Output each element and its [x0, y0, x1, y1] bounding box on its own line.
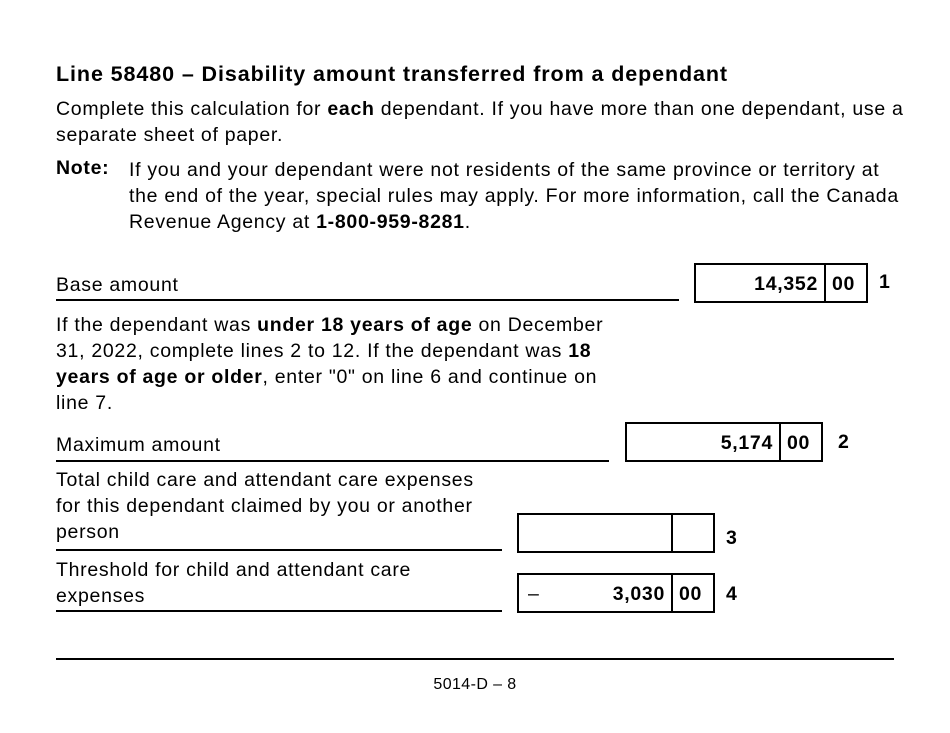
line-4-cents: 00 — [679, 583, 703, 605]
line-1-dollars: 14,352 — [754, 273, 818, 295]
instr-text-a: If the dependant was — [56, 314, 258, 336]
footer-rule — [56, 658, 894, 660]
line-2-label: Maximum amount — [56, 434, 221, 456]
section-heading: Line 58480 – Disability amount transferred from a dependant — [56, 62, 728, 86]
line-3-dollars-cell — [519, 515, 673, 551]
note-end: . — [464, 211, 471, 233]
line-3-label: Total child care and attendant care expenses for this dependant claimed by you or another person — [56, 469, 474, 543]
note-label: Note: — [56, 157, 110, 179]
line-2-number: 2 — [838, 431, 849, 453]
line-1-label: Base amount — [56, 274, 179, 296]
note-text — [129, 157, 899, 235]
line-4-rule — [56, 610, 502, 612]
instr-bold-d: 18 years of age or older — [56, 340, 592, 388]
page-footer: 5014-D – 8 — [433, 676, 517, 693]
intro-text-2: dependant. If you have more than one dependant, use a separate sheet of paper. — [56, 98, 904, 146]
line-2-rule — [56, 460, 609, 462]
note-body: If you and your dependant were not residents of the same province or territory at the end of the year, special rules may apply. For more information, call the Canada Revenue Agency at — [129, 159, 899, 233]
line-4-label: Threshold for child and attendant care expenses — [56, 559, 412, 607]
intro-paragraph — [56, 96, 906, 148]
note-phone: 1-800-959-8281 — [316, 211, 465, 233]
age-instructions — [56, 312, 616, 416]
line-4-amount-box[interactable] — [517, 573, 715, 613]
line-3-amount-box[interactable] — [517, 513, 715, 553]
line-1-amount-box[interactable] — [694, 263, 868, 303]
instr-text-c: on December 31, 2022, complete lines 2 to 12. If the dependant was — [56, 314, 604, 362]
line-3-rule — [56, 549, 502, 551]
line-4-number: 4 — [726, 583, 737, 605]
instr-bold-b: under 18 years of age — [257, 314, 473, 336]
line-2-dollars: 5,174 — [720, 432, 773, 454]
line-1-number: 1 — [879, 271, 890, 293]
line-4-dollars: 3,030 — [612, 583, 665, 605]
intro-emphasis: each — [327, 98, 375, 120]
intro-text-1: Complete this calculation for — [56, 98, 328, 120]
instr-text-e: , enter "0" on line 6 and continue on line 7. — [56, 366, 598, 414]
line-1-rule — [56, 299, 679, 301]
line-4-minus-sign: – — [528, 583, 540, 605]
line-3-number: 3 — [726, 527, 737, 549]
line-1-cents: 00 — [832, 273, 856, 295]
line-2-amount-box[interactable] — [625, 422, 823, 462]
line-2-cents: 00 — [787, 432, 811, 454]
